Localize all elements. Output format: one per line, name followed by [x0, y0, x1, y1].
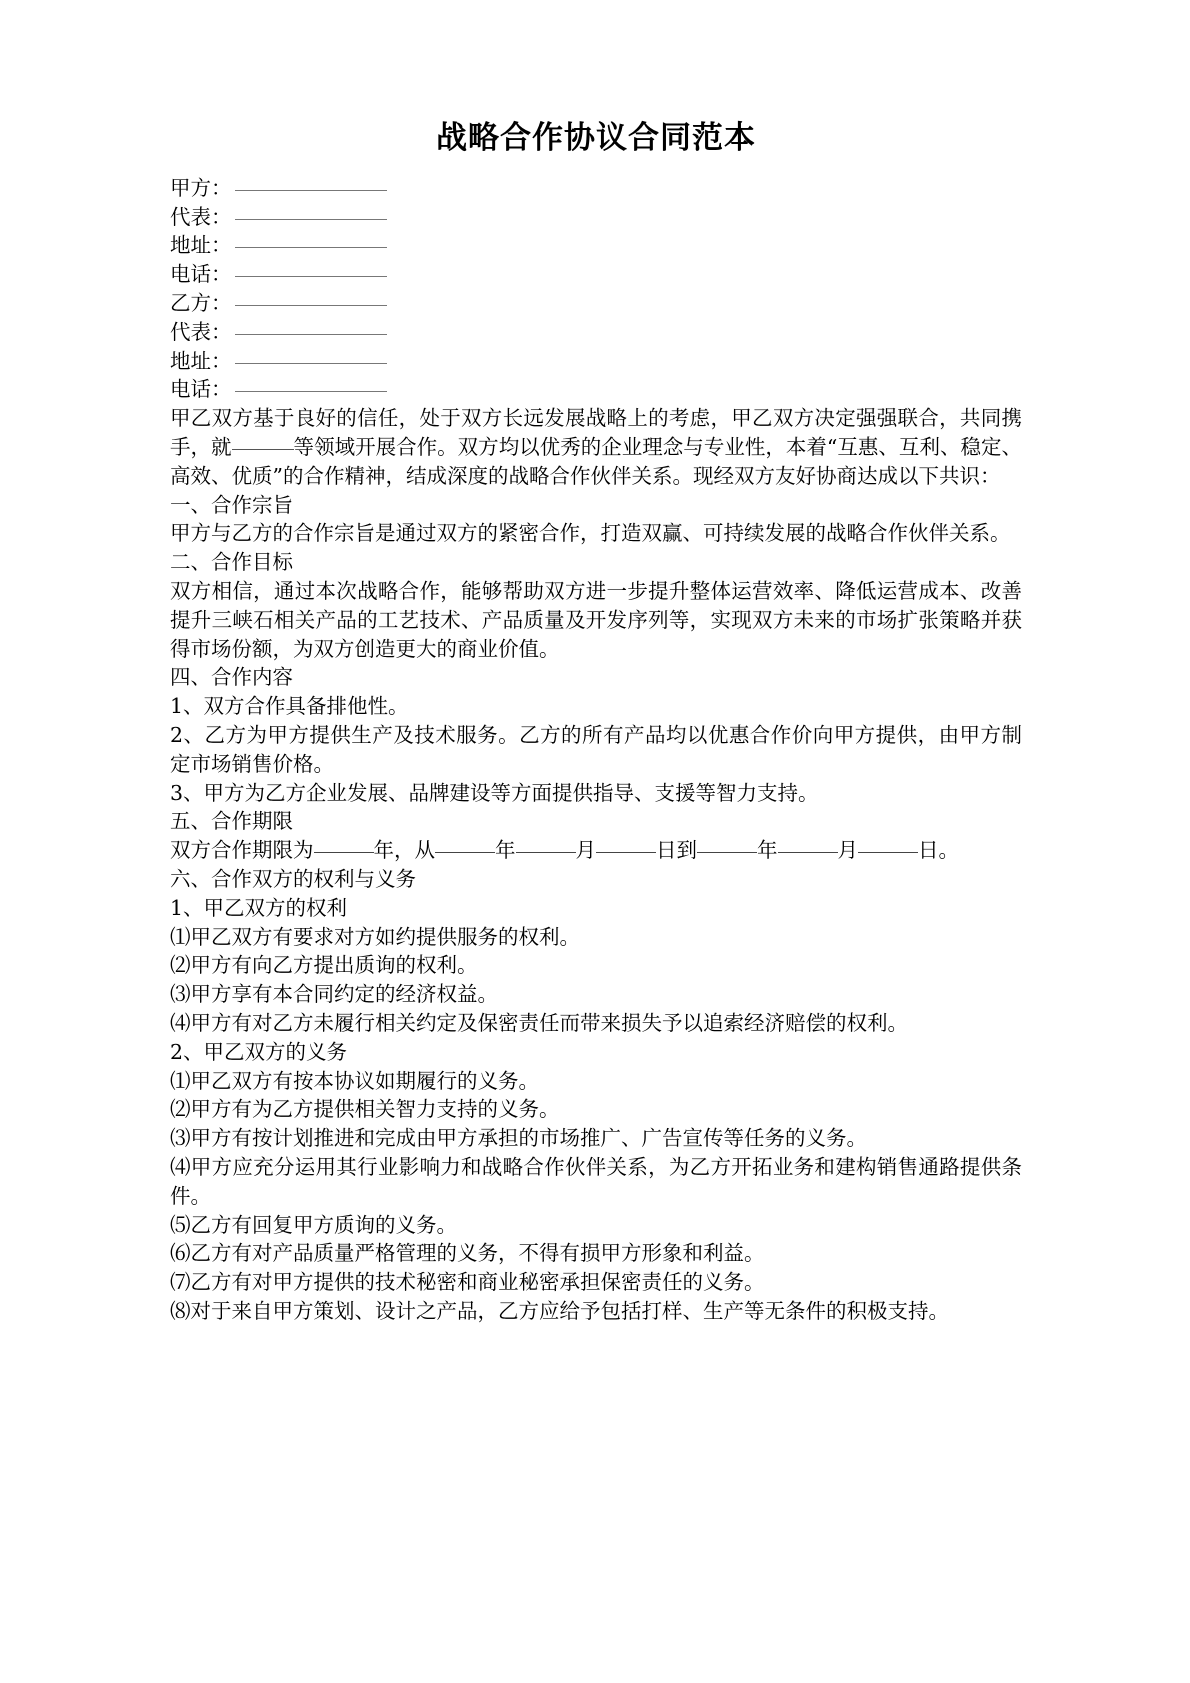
- party-field-label: 地址：: [170, 233, 232, 258]
- party-field-blank[interactable]: [235, 305, 387, 306]
- page-title: 战略合作协议合同范本: [436, 120, 756, 156]
- party-field-row: [170, 289, 1022, 318]
- party-field-label: 乙方：: [170, 291, 232, 316]
- party-field-row: [170, 231, 1022, 260]
- duty-clause: ⑺乙方有对甲方提供的技术秘密和商业秘密承担保密责任的义务。: [170, 1270, 765, 1295]
- duty-clause: ⑵甲方有为乙方提供相关智力支持的义务。: [170, 1097, 560, 1122]
- section-paragraph: 3、甲方为乙方企业发展、品牌建设等方面提供指导、支援等智力支持。: [170, 780, 819, 805]
- rights-clause: ⑵甲方有向乙方提出质询的权利。: [170, 953, 478, 978]
- party-field-blank[interactable]: [235, 391, 387, 392]
- duty-clause: ⑷甲方应充分运用其行业影响力和战略合作伙伴关系，为乙方开拓业务和建构销售通路提供条件。: [170, 1154, 1022, 1208]
- party-field-row: [170, 203, 1022, 232]
- section-heading-1: 一、合作宗旨: [170, 492, 293, 517]
- term-blank-years[interactable]: [314, 852, 374, 853]
- rights-clause: ⑶甲方享有本合同约定的经济权益。: [170, 982, 498, 1007]
- section-heading-4: 四、合作内容: [170, 665, 293, 690]
- term-text-1: 年，从: [373, 838, 435, 863]
- party-field-label: 电话：: [170, 262, 232, 287]
- party-field-blank[interactable]: [235, 363, 387, 364]
- party-field-blank[interactable]: [235, 334, 387, 335]
- term-duration-line: [170, 836, 1022, 865]
- party-field-label: 电话：: [170, 377, 232, 402]
- party-field-row: [170, 260, 1022, 289]
- duty-clause: ⑹乙方有对产品质量严格管理的义务，不得有损甲方形象和利益。: [170, 1241, 765, 1266]
- section-paragraph: 2、乙方为甲方提供生产及技术服务。乙方的所有产品均以优惠合作价向甲方提供，由甲方制定市场销售价格。: [170, 722, 1022, 776]
- rights-clause: ⑷甲方有对乙方未履行相关约定及保密责任而带来损失予以追索经济赔偿的权利。: [170, 1010, 908, 1035]
- term-text-4: 日到: [656, 838, 697, 863]
- term-text-5: 年: [757, 838, 778, 863]
- term-blank-end-year[interactable]: [697, 852, 757, 853]
- party-field-label: 甲方：: [170, 175, 232, 200]
- duties-subheading: 2、甲乙双方的义务: [170, 1039, 348, 1064]
- preamble-inline-blank[interactable]: [232, 449, 294, 450]
- duty-clause: ⑸乙方有回复甲方质询的义务。: [170, 1212, 457, 1237]
- term-blank-start-month[interactable]: [516, 852, 576, 853]
- section-heading-6: 六、合作双方的权利与义务: [170, 866, 416, 891]
- document-content: [170, 118, 1022, 1326]
- preamble-paragraph: [170, 404, 1022, 490]
- section-paragraph: 双方相信，通过本次战略合作，能够帮助双方进一步提升整体运营效率、降低运营成本、改善提升三峡石相关产品的工艺技术、产品质量及开发序列等，实现双方未来的市场扩张策略并获得市场份额，为双方创造更大的商业价值。: [170, 579, 1022, 661]
- preamble-text-part1: 甲乙双方基于良好的信任，处于双方长远发展战略上的考虑，甲乙双方决定强强联合，共同携手，就: [170, 406, 1022, 460]
- duty-clause: ⑶甲方有按计划推进和完成由甲方承担的市场推广、广告宣传等任务的义务。: [170, 1126, 867, 1151]
- party-field-blank[interactable]: [235, 276, 387, 277]
- party-field-row: [170, 318, 1022, 347]
- section-paragraph: 甲方与乙方的合作宗旨是通过双方的紧密合作，打造双赢、可持续发展的战略合作伙伴关系。: [170, 521, 1011, 546]
- rights-clause: ⑴甲乙双方有要求对方如约提供服务的权利。: [170, 924, 580, 949]
- term-text-3: 月: [575, 838, 596, 863]
- party-field-blank[interactable]: [235, 190, 387, 191]
- term-blank-end-day[interactable]: [858, 852, 918, 853]
- party-field-label: 代表：: [170, 319, 232, 344]
- term-text-6: 月: [837, 838, 858, 863]
- section-heading-5: 五、合作期限: [170, 809, 293, 834]
- term-blank-end-month[interactable]: [778, 852, 838, 853]
- party-field-row: [170, 375, 1022, 404]
- section-paragraph: 1、双方合作具备排他性。: [170, 694, 409, 719]
- party-field-row: [170, 347, 1022, 376]
- party-field-blank[interactable]: [235, 247, 387, 248]
- term-text-2: 年: [495, 838, 516, 863]
- party-fields-block: [170, 174, 1022, 404]
- rights-subheading: 1、甲乙双方的权利: [170, 895, 348, 920]
- party-field-blank[interactable]: [235, 219, 387, 220]
- section-heading-2: 二、合作目标: [170, 550, 293, 575]
- term-blank-start-year[interactable]: [435, 852, 495, 853]
- duty-clause: ⑻对于来自甲方策划、设计之产品，乙方应给予包括打样、生产等无条件的积极支持。: [170, 1298, 949, 1323]
- party-field-row: [170, 174, 1022, 203]
- preamble-text-part2: 等领域开展合作。双方均以优秀的企业理念与专业性，本着“互惠、互利、稳定、高效、优质”的合作精神，结成深度的战略合作伙伴关系。现经双方友好协商达成以下共识：: [170, 435, 1023, 488]
- party-field-label: 地址：: [170, 348, 232, 373]
- duty-clause: ⑴甲乙双方有按本协议如期履行的义务。: [170, 1068, 539, 1093]
- party-field-label: 代表：: [170, 204, 232, 229]
- term-text-0: 双方合作期限为: [170, 838, 314, 863]
- term-blank-start-day[interactable]: [596, 852, 656, 853]
- term-text-7: 日。: [918, 838, 959, 863]
